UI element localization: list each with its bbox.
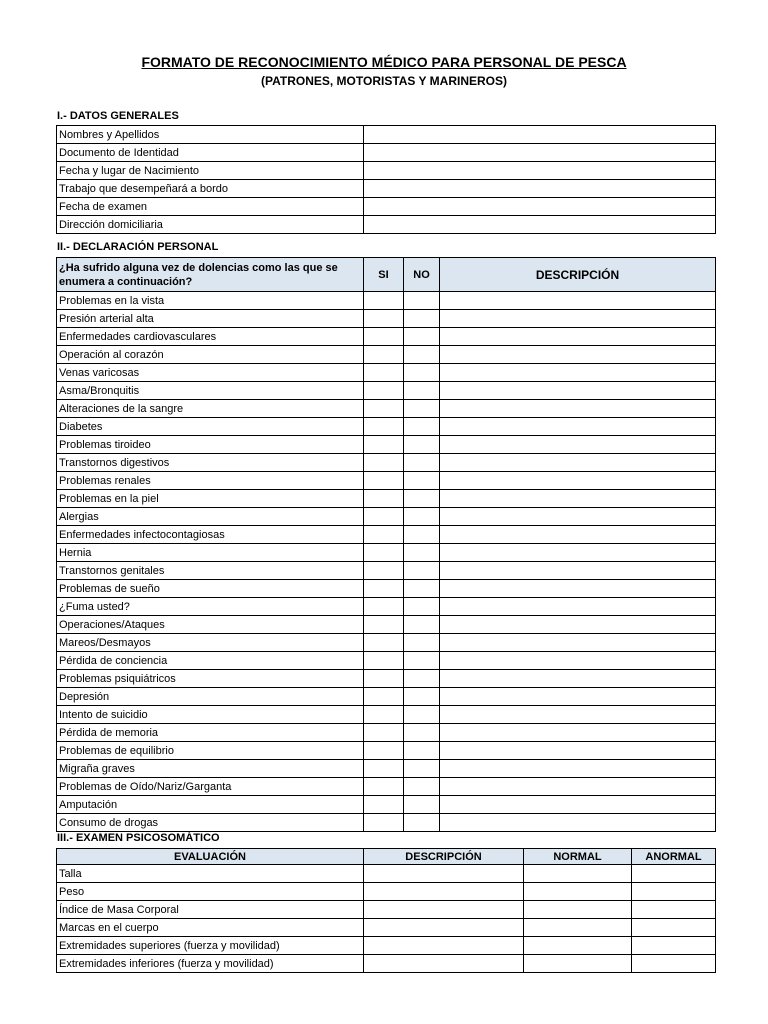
row-label: Dirección domiciliaria	[57, 216, 364, 234]
si-cell[interactable]	[364, 778, 404, 796]
si-cell[interactable]	[364, 382, 404, 400]
si-cell[interactable]	[364, 490, 404, 508]
datos-row	[57, 216, 716, 234]
no-cell[interactable]	[404, 490, 440, 508]
descripcion-cell[interactable]	[440, 472, 716, 490]
row-label: Nombres y Apellidos	[57, 126, 364, 144]
descripcion-cell[interactable]	[440, 400, 716, 418]
descripcion-cell[interactable]	[440, 706, 716, 724]
si-cell[interactable]	[364, 310, 404, 328]
declaracion-row	[57, 490, 716, 508]
normal-cell[interactable]	[524, 901, 632, 919]
descripcion-cell[interactable]	[440, 688, 716, 706]
no-cell[interactable]	[404, 706, 440, 724]
si-cell[interactable]	[364, 670, 404, 688]
descripcion-cell[interactable]	[440, 742, 716, 760]
row-label: Operaciones/Ataques	[57, 616, 364, 634]
row-label: Trabajo que desempeñará a bordo	[57, 180, 364, 198]
row-label: Asma/Bronquitis	[57, 382, 364, 400]
row-label: Transtornos digestivos	[57, 454, 364, 472]
row-label: Intento de suicidio	[57, 706, 364, 724]
declaracion-question-header: ¿Ha sufrido alguna vez de dolencias como las que se enumera a continuación?	[57, 258, 364, 292]
si-cell[interactable]	[364, 544, 404, 562]
no-cell[interactable]	[404, 598, 440, 616]
si-cell[interactable]	[364, 598, 404, 616]
row-label: Pérdida de conciencia	[57, 652, 364, 670]
column-header-evaluacion: EVALUACIÓN	[57, 849, 364, 865]
datos-row	[57, 126, 716, 144]
declaracion-row	[57, 814, 716, 832]
si-cell[interactable]	[364, 418, 404, 436]
anormal-cell[interactable]	[632, 937, 716, 955]
row-label: Enfermedades infectocontagiosas	[57, 526, 364, 544]
row-label: Problemas psiquiátricos	[57, 670, 364, 688]
row-label: Extremidades inferiores (fuerza y movilidad)	[57, 955, 364, 973]
si-cell[interactable]	[364, 472, 404, 490]
row-label: Hernia	[57, 544, 364, 562]
row-label: Alteraciones de la sangre	[57, 400, 364, 418]
si-cell[interactable]	[364, 346, 404, 364]
no-cell[interactable]	[404, 454, 440, 472]
anormal-cell[interactable]	[632, 865, 716, 883]
section-heading-examen-psicosomatico: III.- EXAMEN PSICOSOMÁTICO	[57, 832, 220, 844]
row-label: Fecha y lugar de Nacimiento	[57, 162, 364, 180]
si-cell[interactable]	[364, 292, 404, 310]
value-cell[interactable]	[364, 216, 716, 234]
no-cell[interactable]	[404, 418, 440, 436]
declaracion-row	[57, 724, 716, 742]
descripcion-cell[interactable]	[440, 346, 716, 364]
descripcion-cell[interactable]	[440, 436, 716, 454]
declaracion-row	[57, 472, 716, 490]
descripcion-cell[interactable]	[440, 796, 716, 814]
descripcion-cell[interactable]	[440, 814, 716, 832]
no-cell[interactable]	[404, 634, 440, 652]
no-cell[interactable]	[404, 814, 440, 832]
no-cell[interactable]	[404, 328, 440, 346]
descripcion-cell[interactable]	[440, 634, 716, 652]
no-cell[interactable]	[404, 400, 440, 418]
declaracion-row	[57, 652, 716, 670]
si-cell[interactable]	[364, 400, 404, 418]
descripcion-cell[interactable]	[440, 508, 716, 526]
normal-cell[interactable]	[524, 955, 632, 973]
declaracion-row	[57, 634, 716, 652]
no-cell[interactable]	[404, 778, 440, 796]
section-heading-datos-generales: I.- DATOS GENERALES	[57, 110, 179, 122]
declaracion-row	[57, 418, 716, 436]
si-cell[interactable]	[364, 436, 404, 454]
value-cell[interactable]	[364, 162, 716, 180]
examen-row	[57, 937, 716, 955]
no-cell[interactable]	[404, 436, 440, 454]
descripcion-cell[interactable]	[440, 598, 716, 616]
declaracion-row	[57, 364, 716, 382]
row-label: Extremidades superiores (fuerza y movilidad)	[57, 937, 364, 955]
descripcion-cell[interactable]	[440, 562, 716, 580]
declaracion-row	[57, 382, 716, 400]
si-cell[interactable]	[364, 688, 404, 706]
descripcion-cell[interactable]	[440, 292, 716, 310]
no-cell[interactable]	[404, 742, 440, 760]
declaracion-row	[57, 670, 716, 688]
column-header-descripcion: DESCRIPCIÓN	[440, 258, 716, 292]
si-cell[interactable]	[364, 760, 404, 778]
si-cell[interactable]	[364, 724, 404, 742]
document-subtitle: (PATRONES, MOTORISTAS Y MARINEROS)	[260, 74, 508, 88]
si-cell[interactable]	[364, 814, 404, 832]
declaracion-row	[57, 508, 716, 526]
row-label: Migraña graves	[57, 760, 364, 778]
declaracion-row	[57, 742, 716, 760]
column-header-descripcion: DESCRIPCIÓN	[364, 849, 524, 865]
anormal-cell[interactable]	[632, 919, 716, 937]
row-label: Operación al corazón	[57, 346, 364, 364]
descripcion-cell[interactable]	[364, 901, 524, 919]
declaracion-row	[57, 616, 716, 634]
row-label: Depresión	[57, 688, 364, 706]
si-cell[interactable]	[364, 508, 404, 526]
declaracion-row	[57, 526, 716, 544]
descripcion-cell[interactable]	[440, 670, 716, 688]
no-cell[interactable]	[404, 382, 440, 400]
row-label: ¿Fuma usted?	[57, 598, 364, 616]
document-title: FORMATO DE RECONOCIMIENTO MÉDICO PARA PERSONAL DE PESCA	[141, 54, 627, 70]
section-heading-declaracion-personal: II.- DECLARACIÓN PERSONAL	[57, 241, 219, 253]
si-cell[interactable]	[364, 616, 404, 634]
si-cell[interactable]	[364, 742, 404, 760]
row-label: Problemas de Oído/Nariz/Garganta	[57, 778, 364, 796]
declaracion-row	[57, 346, 716, 364]
row-label: Fecha de examen	[57, 198, 364, 216]
row-label: Problemas de sueño	[57, 580, 364, 598]
row-label: Amputación	[57, 796, 364, 814]
no-cell[interactable]	[404, 364, 440, 382]
si-cell[interactable]	[364, 364, 404, 382]
row-label: Problemas en la vista	[57, 292, 364, 310]
si-cell[interactable]	[364, 562, 404, 580]
no-cell[interactable]	[404, 652, 440, 670]
column-header-anormal: ANORMAL	[632, 849, 716, 865]
declaracion-row	[57, 760, 716, 778]
datos-row	[57, 198, 716, 216]
value-cell[interactable]	[364, 198, 716, 216]
declaracion-row	[57, 400, 716, 418]
descripcion-cell[interactable]	[440, 418, 716, 436]
no-cell[interactable]	[404, 580, 440, 598]
declaracion-row	[57, 292, 716, 310]
si-cell[interactable]	[364, 706, 404, 724]
declaracion-row	[57, 796, 716, 814]
normal-cell[interactable]	[524, 883, 632, 901]
row-label: Pérdida de memoria	[57, 724, 364, 742]
descripcion-cell[interactable]	[364, 865, 524, 883]
si-cell[interactable]	[364, 454, 404, 472]
normal-cell[interactable]	[524, 865, 632, 883]
si-cell[interactable]	[364, 634, 404, 652]
no-cell[interactable]	[404, 526, 440, 544]
row-label: Talla	[57, 865, 364, 883]
descripcion-cell[interactable]	[440, 778, 716, 796]
no-cell[interactable]	[404, 760, 440, 778]
no-cell[interactable]	[404, 562, 440, 580]
declaracion-row	[57, 454, 716, 472]
row-label: Problemas en la piel	[57, 490, 364, 508]
normal-cell[interactable]	[524, 919, 632, 937]
si-cell[interactable]	[364, 580, 404, 598]
descripcion-cell[interactable]	[440, 544, 716, 562]
column-header-normal: NORMAL	[524, 849, 632, 865]
descripcion-cell[interactable]	[440, 382, 716, 400]
descripcion-cell[interactable]	[440, 490, 716, 508]
column-header-no: NO	[404, 258, 440, 292]
descripcion-cell[interactable]	[440, 580, 716, 598]
declaracion-row	[57, 544, 716, 562]
no-cell[interactable]	[404, 724, 440, 742]
row-label: Alergias	[57, 508, 364, 526]
row-label: Transtornos genitales	[57, 562, 364, 580]
row-label: Marcas en el cuerpo	[57, 919, 364, 937]
descripcion-cell[interactable]	[364, 955, 524, 973]
row-label: Diabetes	[57, 418, 364, 436]
no-cell[interactable]	[404, 508, 440, 526]
si-cell[interactable]	[364, 796, 404, 814]
anormal-cell[interactable]	[632, 883, 716, 901]
no-cell[interactable]	[404, 670, 440, 688]
no-cell[interactable]	[404, 544, 440, 562]
row-label: Índice de Masa Corporal	[57, 901, 364, 919]
declaracion-row	[57, 580, 716, 598]
declaracion-row	[57, 598, 716, 616]
row-label: Consumo de drogas	[57, 814, 364, 832]
row-label: Problemas tiroideo	[57, 436, 364, 454]
declaracion-personal-table	[56, 257, 716, 832]
descripcion-cell[interactable]	[364, 919, 524, 937]
no-cell[interactable]	[404, 688, 440, 706]
no-cell[interactable]	[404, 616, 440, 634]
no-cell[interactable]	[404, 310, 440, 328]
row-label: Problemas renales	[57, 472, 364, 490]
examen-psicosomatico-table	[56, 848, 716, 973]
declaracion-row	[57, 310, 716, 328]
row-label: Venas varicosas	[57, 364, 364, 382]
descripcion-cell[interactable]	[440, 760, 716, 778]
declaracion-row	[57, 706, 716, 724]
normal-cell[interactable]	[524, 937, 632, 955]
examen-row	[57, 883, 716, 901]
descripcion-cell[interactable]	[364, 937, 524, 955]
descripcion-cell[interactable]	[440, 364, 716, 382]
descripcion-cell[interactable]	[440, 328, 716, 346]
value-cell[interactable]	[364, 144, 716, 162]
datos-row	[57, 180, 716, 198]
descripcion-cell[interactable]	[364, 883, 524, 901]
datos-row	[57, 144, 716, 162]
examen-row	[57, 955, 716, 973]
anormal-cell[interactable]	[632, 955, 716, 973]
row-label: Peso	[57, 883, 364, 901]
value-cell[interactable]	[364, 126, 716, 144]
no-cell[interactable]	[404, 346, 440, 364]
si-cell[interactable]	[364, 328, 404, 346]
descripcion-cell[interactable]	[440, 724, 716, 742]
no-cell[interactable]	[404, 292, 440, 310]
descripcion-cell[interactable]	[440, 454, 716, 472]
declaracion-row	[57, 562, 716, 580]
datos-generales-table	[56, 125, 716, 234]
row-label: Presión arterial alta	[57, 310, 364, 328]
row-label: Mareos/Desmayos	[57, 634, 364, 652]
declaracion-row	[57, 688, 716, 706]
declaracion-row	[57, 328, 716, 346]
datos-row	[57, 162, 716, 180]
row-label: Problemas de equilibrio	[57, 742, 364, 760]
column-header-si: SI	[364, 258, 404, 292]
examen-row	[57, 865, 716, 883]
declaracion-row	[57, 436, 716, 454]
examen-row	[57, 901, 716, 919]
row-label: Documento de Identidad	[57, 144, 364, 162]
row-label: Enfermedades cardiovasculares	[57, 328, 364, 346]
si-cell[interactable]	[364, 526, 404, 544]
descripcion-cell[interactable]	[440, 526, 716, 544]
no-cell[interactable]	[404, 796, 440, 814]
no-cell[interactable]	[404, 472, 440, 490]
value-cell[interactable]	[364, 180, 716, 198]
anormal-cell[interactable]	[632, 901, 716, 919]
si-cell[interactable]	[364, 652, 404, 670]
examen-row	[57, 919, 716, 937]
declaracion-row	[57, 778, 716, 796]
descripcion-cell[interactable]	[440, 616, 716, 634]
descripcion-cell[interactable]	[440, 310, 716, 328]
descripcion-cell[interactable]	[440, 652, 716, 670]
